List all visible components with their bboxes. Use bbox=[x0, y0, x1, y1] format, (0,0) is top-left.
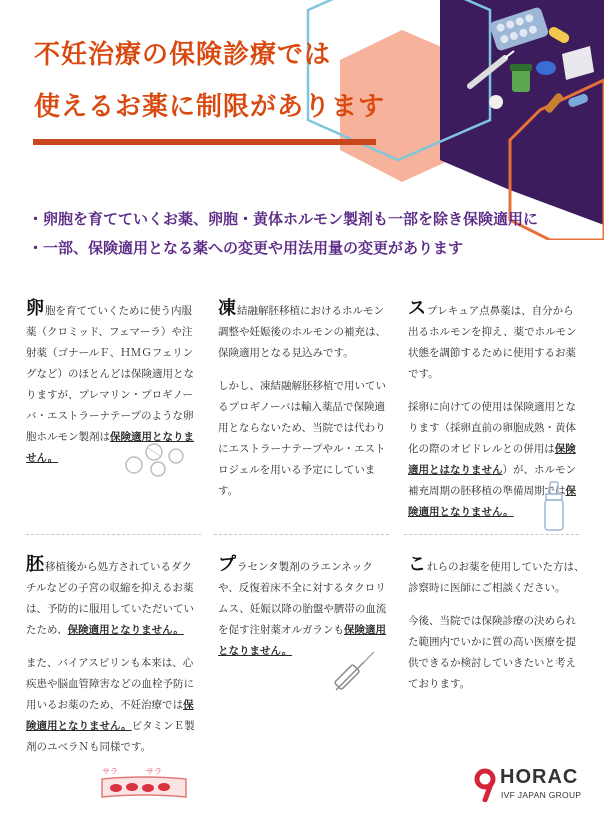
section-placenta-drugs: プラセンタ製剤のラエンネックや、反復着床不全に対するタクロリムス、妊娠以降の胎盤や臍帯の血流を促す注射薬オルガランも保険適用となりません。 bbox=[218, 554, 387, 657]
section-frozen-embryo: 凍結融解胚移植におけるホルモン調整や妊娠後のホルモンの補充は、保険適用となる見込みです。 しかし、凍結融解胚移植で用いているプロギノーバは輸入薬品で保険適用とならないため、当院では代わりにエストラーナテープやル・エストロジェルを用いる予定にしています。 bbox=[218, 298, 386, 497]
tablet-icon bbox=[489, 95, 503, 109]
svg-text:サラ: サラ bbox=[102, 767, 118, 776]
headline-2: ・一部、保険適用となる薬への変更や用法用量の変更があります bbox=[28, 239, 464, 257]
svg-text:サラ: サラ bbox=[146, 767, 162, 776]
section-initial: ス bbox=[408, 298, 426, 319]
headline-1: ・卵胞を育てていくお薬、卵胞・黄体ホルモン製剤も一部を除き保険適用に bbox=[28, 210, 539, 228]
pill-bottle-icon bbox=[512, 68, 530, 92]
pill-icon bbox=[536, 61, 556, 75]
page-title-line-2: 使えるお薬に制限があります bbox=[34, 92, 386, 122]
horac-logo-mark-icon bbox=[474, 768, 496, 802]
syringe-illustration bbox=[328, 650, 378, 698]
nasal-spray-icon bbox=[540, 480, 570, 535]
section-initial: こ bbox=[408, 554, 426, 575]
pills-illustration bbox=[120, 438, 190, 478]
section-post-transfer-drugs: 胚移植後から処方されているダクチルなどの子宮の収縮を抑えるお薬は、予防的に服用していただいていたため、保険適用となりません。 また、バイアスピリンも本来は、心疾患や脳血管障害などの血栓予防に用いるお薬のため、不妊治療では保険適用となりません。ビタミンＥ製剤のユベラＮも同様です。 bbox=[26, 554, 195, 753]
section-divider bbox=[26, 534, 201, 535]
section-initial: 凍 bbox=[218, 298, 236, 319]
section-initial: 卵 bbox=[26, 298, 44, 319]
title-underline bbox=[33, 139, 376, 145]
horac-logo bbox=[474, 766, 598, 806]
horac-logo-text: HORAC bbox=[500, 766, 579, 788]
section-follicle-drugs: 卵胞を育てていくために使う内服薬（クロミッド、フェマーラ）や注射薬（ゴナールＦ、ＨＭＧフェリングなど）のほとんどは保険適用となりますが、プレマリン・プロギノーバ・エストラーナテープのような卵胞ホルモン製剤は保険適用となりません。 bbox=[26, 298, 194, 464]
page-title-line-1: 不妊治療の保険診療では bbox=[34, 40, 332, 70]
section-suprecur-nasal: スプレキュア点鼻薬は、自分から出るホルモンを抑え、薬でホルモン状態を調節するために使用するお薬です。 採卵に向けての使用は保険適用となります（採卵直前の卵胞成熟・黄体化の際のオビドレルとの併用は保険適用とはなりません）が、ホルモン補充周期の胚移植の準備周期では保険適用となりません。 bbox=[408, 298, 577, 518]
section-divider bbox=[214, 534, 389, 535]
section-initial: 胚 bbox=[26, 554, 44, 575]
section-initial: プ bbox=[218, 554, 236, 575]
section-consult-doctor: これらのお薬を使用していた方は、診察時に医師にご相談ください。 今後、当院では保険診療の決められた範囲内でいかに質の高い医療を提供できるか検討していきたいと考えております。 bbox=[408, 554, 585, 690]
horac-logo-subtext: IVF JAPAN GROUP bbox=[501, 790, 582, 800]
blood-flow-illustration bbox=[98, 765, 190, 805]
section-divider bbox=[404, 534, 579, 535]
